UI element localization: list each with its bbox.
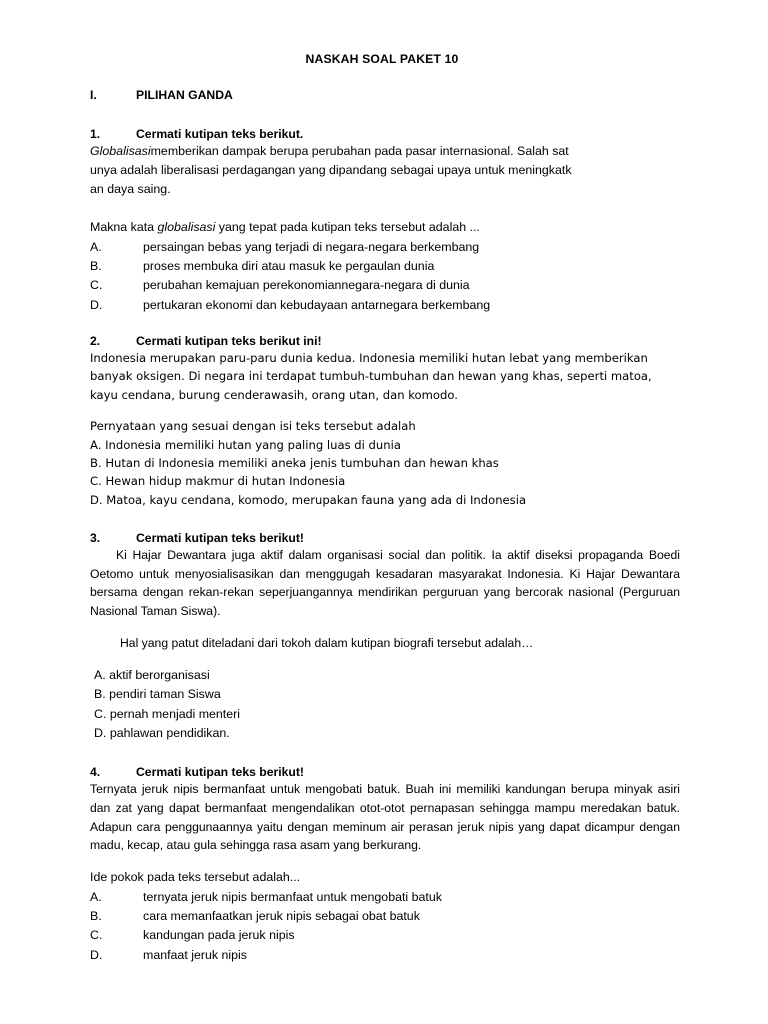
question-passage-1 [90, 142, 680, 199]
question-block-4 [90, 765, 680, 965]
option-text: manfaat jeruk nipis [143, 947, 247, 962]
option-text: proses membuka diri atau masuk ke pergaulan dunia [143, 258, 435, 273]
question-heading-text-3: Cermati kutipan teks berikut! [136, 531, 304, 545]
question-number-1: 1. [90, 127, 101, 141]
question-prompt-1 [90, 218, 680, 237]
option-item[interactable] [90, 276, 680, 295]
question-number-4: 4. [90, 765, 101, 780]
option-text: pertukaran ekonomi dan kebudayaan antarnegara berkembang [143, 297, 491, 312]
question-heading-3 [90, 531, 680, 545]
question-heading-1 [90, 127, 680, 141]
option-item[interactable] [90, 907, 680, 926]
question-prompt-4: Ide pokok pada teks tersebut adalah... [90, 870, 301, 885]
question-block-2 [90, 334, 680, 509]
question-heading-text-1: Cermati kutipan teks berikut. [136, 127, 304, 141]
option-item[interactable]: C. Hewan hidup makmur di hutan Indonesia [90, 474, 346, 489]
question-heading-text-4: Cermati kutipan teks berikut! [136, 765, 304, 780]
option-letter: B. [90, 258, 102, 273]
question-block-3 [90, 531, 680, 743]
question-prompt-3: Hal yang patut diteladani dari tokoh dalam kutipan biografi tersebut adalah… [120, 635, 534, 650]
option-letter: A. [90, 889, 102, 904]
option-text: persaingan bebas yang terjadi di negara-negara berkembang [143, 239, 480, 254]
options-list-2 [90, 436, 680, 510]
question-heading-2 [90, 334, 680, 348]
question-number-2: 2. [90, 334, 101, 348]
option-text: perubahan kemajuan perekonomiannegara-negara di dunia [143, 278, 470, 293]
options-list-1 [90, 238, 680, 315]
option-item[interactable]: B. Hutan di Indonesia memiliki aneka jenis tumbuhan dan hewan khas [90, 455, 499, 470]
option-item[interactable] [90, 926, 680, 945]
option-item[interactable]: D. pahlawan pendidikan. [94, 725, 230, 740]
question-passage-4: Ternyata jeruk nipis bermanfaat untuk mengobati batuk. Buah ini memiliki kandungan berupa minyak asiri dan zat yang dapat bermanfaat mengendalikan otot-otot pernapasan sehingga mampu meredakan batuk. Adapun cara penggunaannya yaitu dengan meminum air perasan jeruk nipis yang dapat dicampur dengan madu, kecap, atau gula sehingga rasa asam yang berkurang. [90, 782, 680, 853]
question-prompt-2: Pernyataan yang sesuai dengan isi teks tersebut adalah [90, 419, 416, 434]
options-list-4 [90, 888, 680, 965]
section-heading [90, 88, 680, 102]
prompt-suffix-1: yang tepat pada kutipan teks tersebut adalah ... [215, 220, 480, 235]
option-letter: C. [90, 278, 103, 293]
option-letter: D. [90, 947, 103, 962]
prompt-italic-term-1: globalisasi [157, 220, 216, 235]
question-passage-2: Indonesia merupakan paru-paru dunia kedua. Indonesia memiliki hutan lebat yang memberikan banyak oksigen. Di negara ini terdapat tumbuh-tumbuhan dan hewan yang khas, seperti matoa, kayu cendana, burung cenderawasih, orang utan, dan komodo. [90, 351, 652, 402]
option-item[interactable] [90, 296, 680, 315]
question-number-3: 3. [90, 531, 101, 545]
option-item[interactable] [90, 238, 680, 257]
option-item[interactable]: A. Indonesia memiliki hutan yang paling luas di dunia [90, 437, 401, 452]
section-numeral: I. [90, 88, 97, 102]
option-item[interactable] [90, 888, 680, 907]
option-letter: A. [90, 239, 102, 254]
option-item[interactable]: A. aktif berorganisasi [94, 667, 210, 682]
prompt-prefix-1: Makna kata [90, 220, 158, 235]
question-heading-4 [90, 765, 680, 779]
options-list-3 [90, 666, 680, 743]
question-block-1 [90, 127, 680, 315]
passage-italic-term-1: Globalisasi [90, 144, 151, 158]
passage-line-1b: unya adalah liberalisasi perdagangan yang dipandang sebagai upaya untuk meningkatk [90, 163, 572, 178]
option-item[interactable]: B. pendiri taman Siswa [94, 687, 221, 702]
option-item[interactable]: D. Matoa, kayu cendana, komodo, merupakan fauna yang ada di Indonesia [90, 492, 527, 507]
option-letter: D. [90, 297, 103, 312]
option-letter: B. [90, 908, 102, 923]
page-title: NASKAH SOAL PAKET 10 [305, 52, 459, 66]
question-passage-3: Ki Hajar Dewantara juga aktif dalam organisasi social dan politik. Ia aktif diseksi propaganda Boedi Oetomo untuk menyosialisasikan dan menggugah kesadaran masyarakat Indonesia. Ki Hajar Dewantara bersama dengan rekan-rekan seperjuangannya mendirikan perguruan yang bercorak nasional (Perguruan Nasional Taman Siswa). [90, 548, 680, 619]
option-item[interactable]: C. pernah menjadi menteri [94, 706, 241, 721]
option-letter: C. [90, 928, 103, 943]
question-heading-text-2: Cermati kutipan teks berikut ini! [136, 334, 322, 348]
option-text: kandungan pada jeruk nipis [143, 928, 295, 943]
option-item[interactable] [90, 257, 680, 276]
passage-line-1a: memberikan dampak berupa perubahan pada pasar internasional. Salah sat [150, 144, 569, 158]
option-text: cara memanfaatkan jeruk nipis sebagai obat batuk [143, 908, 420, 923]
option-text: ternyata jeruk nipis bermanfaat untuk mengobati batuk [143, 889, 442, 904]
option-item[interactable] [90, 946, 680, 965]
section-label: PILIHAN GANDA [136, 88, 233, 102]
passage-line-1c: an daya saing. [90, 182, 171, 197]
